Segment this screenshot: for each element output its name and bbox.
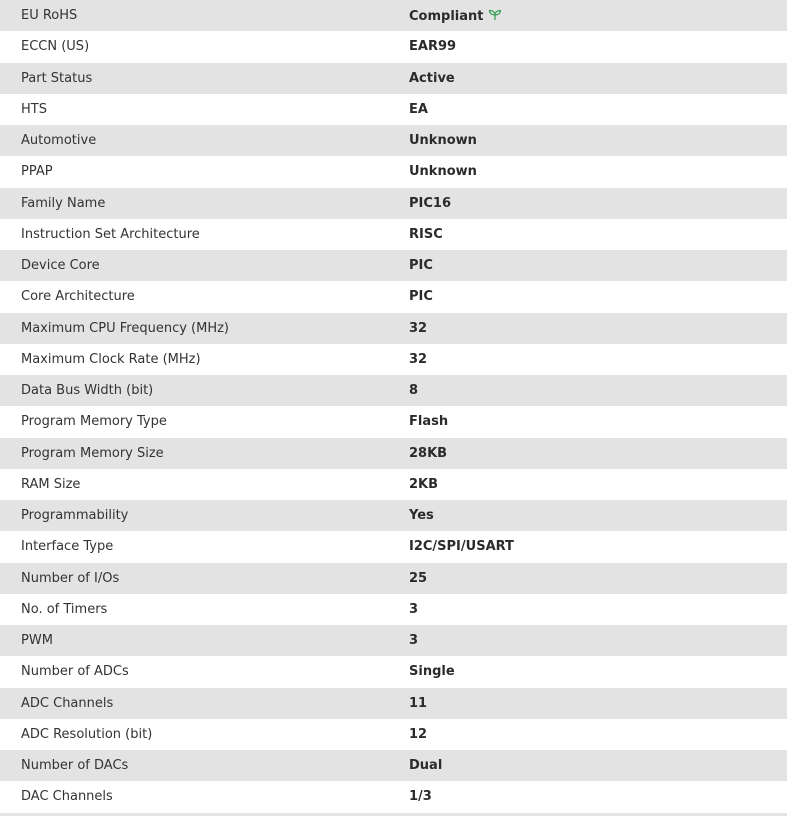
spec-value-cell [387,281,787,312]
spec-value-cell [387,781,787,812]
spec-value: EAR99 [409,39,457,55]
leaf-icon [488,9,502,21]
spec-label: ADC Resolution (bit) [21,726,153,742]
spec-label: Interface Type [21,539,114,555]
spec-value: 3 [409,633,419,649]
spec-label: RAM Size [21,476,81,492]
spec-value-cell [387,313,787,344]
table-row [0,375,787,406]
spec-label: Maximum Clock Rate (MHz) [21,351,201,367]
spec-value-cell [387,156,787,187]
spec-value: 11 [409,695,428,711]
table-row [0,531,787,562]
spec-value: Dual [409,758,443,774]
spec-value: PIC [409,289,433,305]
spec-label: Number of DACs [21,758,129,774]
spec-value-cell [387,656,787,687]
spec-value: RISC [409,226,443,242]
spec-label: Program Memory Type [21,414,167,430]
table-row [0,625,787,656]
spec-value-cell [387,344,787,375]
table-row [0,563,787,594]
spec-value: 3 [409,601,419,617]
table-row [0,250,787,281]
spec-label: PPAP [21,164,53,180]
table-row [0,344,787,375]
spec-value: 12 [409,726,428,742]
spec-label: Device Core [21,258,100,274]
spec-label: No. of Timers [21,601,108,617]
spec-label: Maximum CPU Frequency (MHz) [21,320,229,336]
spec-value-cell [387,625,787,656]
spec-label: ECCN (US) [21,39,90,55]
spec-value-cell [387,188,787,219]
spec-value-cell [387,469,787,500]
table-row [0,750,787,781]
table-row [0,63,787,94]
spec-label: Number of I/Os [21,570,120,586]
spec-value-cell [387,63,787,94]
spec-value: 1/3 [409,789,432,805]
spec-label: Automotive [21,133,97,149]
table-row [0,656,787,687]
spec-label: PWM [21,633,53,649]
spec-value: Unknown [409,133,477,149]
spec-value: Unknown [409,164,477,180]
spec-label: DAC Channels [21,789,113,805]
spec-value-cell [387,750,787,781]
spec-value-cell [387,594,787,625]
spec-value: Flash [409,414,449,430]
spec-label: Instruction Set Architecture [21,226,200,242]
table-row [0,719,787,750]
spec-value-cell [387,31,787,62]
spec-value: PIC16 [409,195,451,211]
table-row [0,406,787,437]
table-row [0,0,787,31]
spec-value-cell [387,500,787,531]
spec-value: Compliant [409,8,484,24]
spec-value-cell [387,94,787,125]
table-row [0,781,787,812]
table-row [0,219,787,250]
spec-value: 8 [409,383,419,399]
table-row [0,125,787,156]
spec-label: Number of ADCs [21,664,129,680]
spec-value: I2C/SPI/USART [409,539,514,555]
spec-value: 2KB [409,476,439,492]
spec-value: PIC [409,258,433,274]
spec-value-cell [387,406,787,437]
spec-value-cell [387,125,787,156]
spec-label: EU RoHS [21,8,78,24]
spec-value: 28KB [409,445,448,461]
table-row [0,94,787,125]
table-row [0,188,787,219]
spec-label: Family Name [21,195,106,211]
spec-label: HTS [21,101,47,117]
spec-value: Yes [409,508,434,524]
spec-label: Programmability [21,508,129,524]
spec-value-cell [387,219,787,250]
table-row [0,438,787,469]
spec-value-cell [387,0,787,31]
spec-value-cell [387,531,787,562]
spec-value-cell [387,438,787,469]
spec-label: Program Memory Size [21,445,164,461]
spec-label: ADC Channels [21,695,114,711]
table-row [0,688,787,719]
table-row [0,594,787,625]
spec-value: 32 [409,320,428,336]
table-row [0,313,787,344]
spec-value-cell [387,563,787,594]
spec-value: Single [409,664,455,680]
spec-value-cell [387,250,787,281]
table-row [0,469,787,500]
spec-value-cell [387,375,787,406]
spec-label: Data Bus Width (bit) [21,383,154,399]
table-row [0,281,787,312]
spec-value-cell [387,719,787,750]
spec-label: Part Status [21,70,93,86]
table-row [0,500,787,531]
spec-value: 25 [409,570,428,586]
spec-value: Active [409,70,455,86]
table-row [0,31,787,62]
spec-label: Core Architecture [21,289,135,305]
spec-value: EA [409,101,428,117]
spec-value: 32 [409,351,428,367]
spec-value-cell [387,688,787,719]
table-row [0,156,787,187]
